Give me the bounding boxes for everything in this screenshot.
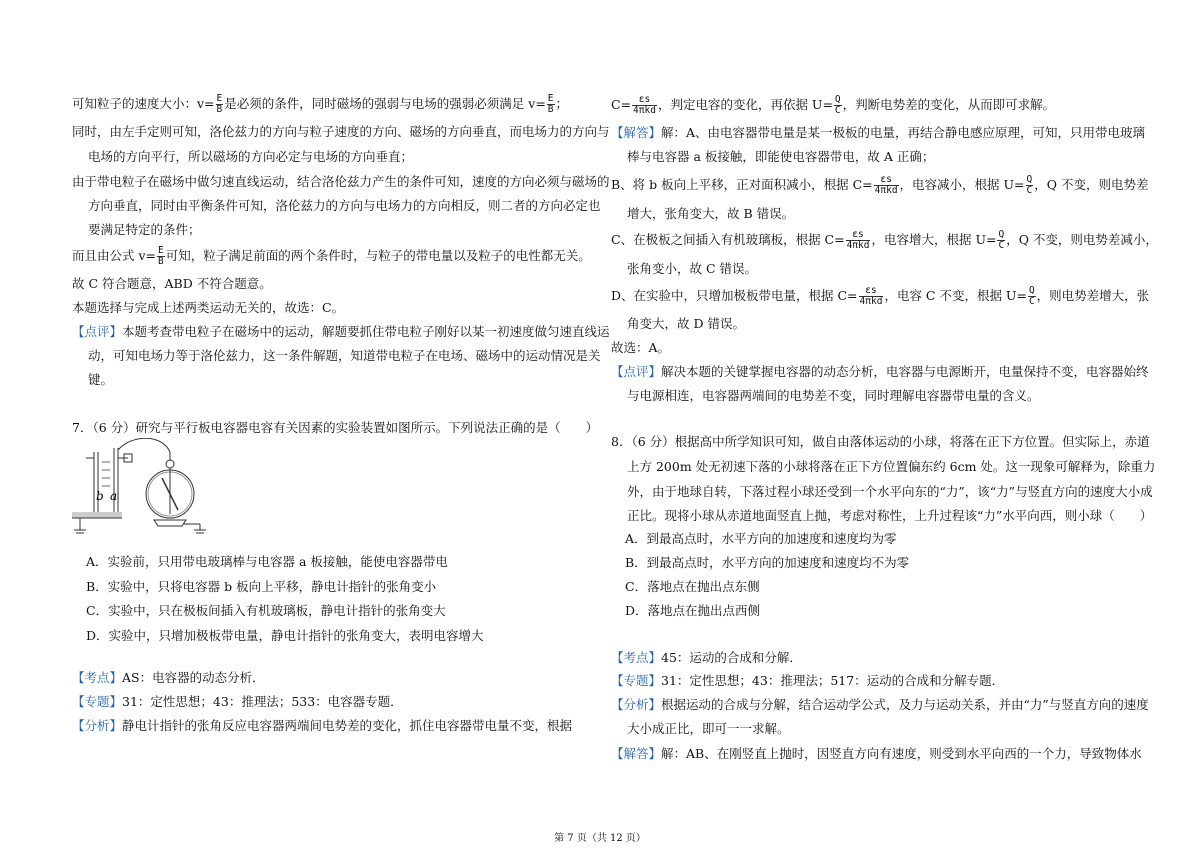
denominator: C	[1028, 296, 1035, 307]
numerator: εs	[874, 175, 899, 186]
comment-line: 键。	[88, 372, 114, 387]
text: 解决本题的关键掌握电容器的动态分析，电容器与电源断开，电量保持不变，电容器始终	[661, 364, 1149, 379]
question-8-line: 正比。现将小球从赤道地面竖直上抛，考虑对称性，上升过程该“力”水平向西，则小球（ ）	[627, 508, 1153, 523]
zhuanti-line	[72, 694, 403, 710]
label-a: a	[110, 489, 118, 503]
fraction-e-over-b	[216, 94, 224, 115]
text: 静电计指针的张角反应电容器两端间电势差的变化，抓住电容器带电量不变，根据	[122, 718, 573, 733]
text: 是必须的条件，同时磁场的强弱与电场的强弱必须满足 v=	[224, 96, 546, 111]
choose-line: 故选：A。	[611, 340, 671, 355]
dianping-line	[611, 364, 1149, 380]
text: 45：运动的合成和分解．	[661, 650, 802, 665]
zhuanti-tag: 【专题】	[611, 673, 662, 688]
capacitance-fraction	[859, 286, 884, 307]
option-c-analysis-cont: 张角变小，故 C 错误。	[627, 261, 758, 276]
numerator: Q	[834, 94, 841, 105]
formula-line	[72, 246, 591, 267]
numerator: Q	[1026, 174, 1033, 185]
option-d-analysis-cont: 角变大，故 D 错误。	[627, 316, 745, 331]
dianping-tag: 【点评】	[611, 364, 662, 379]
numerator: E	[547, 93, 554, 104]
text: 根据运动的合成与分解，结合运动学公式，及力与运动关系，并由“力”与竖直方向的速度	[661, 697, 1149, 712]
numerator: εs	[846, 230, 871, 241]
paragraph-line: 由于带电粒子在磁场中做匀速直线运动，结合洛伦兹力产生的条件可知，速度的方向必须与磁场的	[72, 174, 610, 189]
fraction-e-over-b	[157, 246, 165, 267]
text: ，Q 不变，则电势差减小，	[1006, 232, 1158, 247]
jieda-line	[611, 125, 1145, 141]
text: ，判断电势差的变化，从而即可求解。	[842, 97, 1056, 112]
paragraph-line: 电场的方向平行，所以磁场的方向必定与电场的方向垂直；	[88, 149, 414, 164]
q7-option-a: A．实验前，只用带电玻璃棒与电容器 a 板接触，能使电容器带电	[86, 554, 448, 569]
denominator: B	[158, 256, 164, 267]
q8-option-d: D．落地点在抛出点西侧	[625, 603, 761, 618]
fenxi-line	[72, 718, 572, 734]
paragraph-line: 同时，由左手定则可知，洛伦兹力的方向与粒子速度的方向、磁场的方向垂直，而电场力的方向与	[72, 124, 610, 139]
denominator: B	[216, 104, 223, 115]
fenxi-line: 大小成正比，即可一一求解。	[627, 721, 790, 736]
text: C=	[611, 97, 632, 112]
zhuanti-tag: 【专题】	[72, 694, 123, 709]
text: B、将 b 板向上平移，正对面积减小，根据 C=	[611, 177, 873, 192]
numerator: E	[158, 245, 164, 256]
numerator: εs	[632, 95, 657, 106]
text: 可知粒子的速度大小：v=	[72, 96, 215, 111]
text: 解：A、由电容器带电量是某一极板的电量，再结合静电感应原理，可知，只用带电玻璃	[661, 125, 1146, 140]
text: ，Q 不变，则电势差	[1034, 177, 1149, 192]
numerator: εs	[859, 286, 884, 297]
text: 31：定性思想；43：推理法；517：运动的合成和分解专题．	[661, 673, 1005, 688]
text: 31：定性思想；43：推理法；533：电容器专题．	[122, 694, 403, 709]
conclusion-line: 本题选择与完成上述两类运动无关的，故选：C。	[72, 300, 345, 315]
paragraph-line: 要满足特定的条件；	[88, 222, 201, 237]
comment-line	[72, 324, 610, 340]
comment-line: 动，可知电场力等于洛伦兹力，这一条件解题，知道带电粒子在电场、磁场中的运动情况是关	[88, 348, 601, 363]
option-b-analysis	[611, 175, 1149, 196]
q8-option-c: C．落地点在抛出点东侧	[625, 579, 760, 594]
text: ，电容增大，根据 U=	[871, 232, 997, 247]
conclusion-line: 故 C 符合题意，ABD 不符合题意。	[72, 276, 272, 291]
text: ；	[555, 96, 569, 111]
formula-line	[611, 95, 1055, 116]
text: 而且由公式 v=	[72, 248, 157, 263]
kaodian-line	[611, 650, 802, 666]
text: 解：AB、在刚竖直上抛时，因竖直方向有速度，则受到水平向西的一个力，导致物体水	[661, 746, 1142, 761]
denominator: 4πkd	[859, 296, 883, 307]
speed-condition-line	[72, 94, 568, 115]
capacitance-fraction	[632, 95, 657, 116]
jieda-line	[611, 746, 1142, 762]
fenxi-line	[611, 697, 1149, 713]
kaodian-tag: 【考点】	[72, 670, 123, 685]
text: C、在极板之间插入有机玻璃板，根据 C=	[611, 232, 845, 247]
page-footer: 第 7 页（共 12 页）	[554, 833, 646, 844]
label-b: b	[96, 489, 104, 503]
fraction-e-over-b	[547, 94, 555, 115]
connecting-wire	[118, 438, 170, 452]
kaodian-tag: 【考点】	[611, 650, 662, 665]
text: D、在实验中，只增加极板带电量，根据 C=	[611, 288, 858, 303]
dianping-line: 与电源相连，电容器两端间的电势差不变，同时理解电容器带电量的含义。	[627, 388, 1040, 403]
q7-option-b: B．实验中，只将电容器 b 板向上平移，静电计指针的张角变小	[86, 579, 437, 594]
voltage-fraction	[1026, 175, 1034, 196]
option-d-analysis	[611, 286, 1149, 307]
zhuanti-line	[611, 673, 1004, 689]
text: ，电容 C 不变，根据 U=	[884, 288, 1027, 303]
text: ，则电势差增大，张	[1036, 288, 1150, 303]
text: 可知，粒子满足前面的两个条件时，与粒子的带电量以及粒子的电性都无关。	[165, 248, 591, 263]
paragraph-line: 方向垂直，同时由平衡条件可知，洛伦兹力的方向与电场力的方向相反，则二者的方向必定也	[88, 198, 601, 213]
q7-option-d: D．实验中，只增加极板带电量，静电计指针的张角变大，表明电容增大	[86, 628, 484, 643]
denominator: 4πkd	[874, 185, 898, 196]
question-8-line: 外，由于地球自转，下落过程小球还受到一个水平向东的“力”，该“力”与竖直方向的速度大小成	[627, 484, 1153, 499]
option-c-analysis	[611, 230, 1158, 251]
denominator: 4πkd	[633, 105, 656, 116]
jieda-line: 棒与电容器 a 板接触，即能使电容器带电，故 A 正确；	[627, 149, 935, 164]
denominator: C	[1026, 185, 1033, 196]
voltage-fraction	[1028, 286, 1036, 307]
comment-tag: 【点评】	[72, 324, 123, 339]
q8-option-a: A．到最高点时，水平方向的加速度和速度均为零	[625, 531, 897, 546]
option-b-analysis-cont: 增大，张角变大，故 B 错误。	[627, 206, 795, 221]
text: ，电容减小，根据 U=	[899, 177, 1025, 192]
question-7-stem: 7．（6 分）研究与平行板电容器电容有关因素的实验装置如图所示。下列说法正确的是（ ）	[72, 420, 599, 435]
fenxi-tag: 【分析】	[611, 697, 662, 712]
denominator: B	[547, 104, 554, 115]
numerator: E	[216, 93, 223, 104]
text: AS：电容器的动态分析．	[122, 670, 265, 685]
stand-base	[72, 512, 122, 518]
jieda-tag: 【解答】	[611, 125, 662, 140]
kaodian-line	[72, 670, 265, 686]
q7-option-c: C．实验中，只在极板间插入有机玻璃板，静电计指针的张角变大	[86, 603, 446, 618]
capacitor-electrometer-figure	[72, 438, 212, 538]
numerator: Q	[1028, 285, 1035, 296]
fenxi-tag: 【分析】	[72, 718, 123, 733]
text: 本题考查带电粒子在磁场中的运动，解题要抓住带电粒子刚好以某一初速度做匀速直线运	[122, 324, 610, 339]
denominator: C	[834, 105, 841, 116]
voltage-fraction	[997, 230, 1005, 251]
jieda-tag: 【解答】	[611, 746, 662, 761]
q8-option-b: B．到最高点时，水平方向的加速度和速度均不为零	[625, 555, 910, 570]
text: ，判定电容的变化，再依据 U=	[657, 97, 833, 112]
capacitance-fraction	[846, 230, 871, 251]
question-8-line: 上方 200m 处无初速下落的小球将落在正下方位置偏东约 6cm 处。这一现象可解释为，除重力	[627, 459, 1156, 474]
denominator: C	[998, 240, 1005, 251]
denominator: 4πkd	[846, 240, 870, 251]
question-8-line: 8．（6 分）根据高中所学知识可知，做自由落体运动的小球，将落在正下方位置。但实际上，赤道	[611, 434, 1150, 449]
numerator: Q	[998, 229, 1005, 240]
capacitance-fraction	[874, 175, 899, 196]
voltage-fraction	[834, 95, 842, 116]
